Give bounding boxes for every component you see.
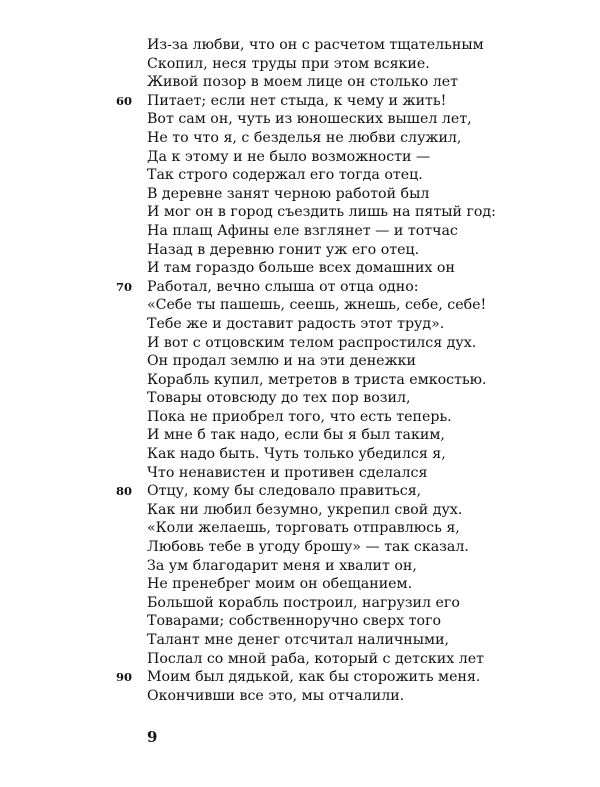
verse-text: Питает; если нет стыда, к чему и жить! [147,92,447,109]
poem-line [0,612,600,631]
poem-line [0,185,600,204]
poem-line [0,352,600,371]
verse-text: Любовь тебе в угоду брошу» — так сказал. [147,539,469,556]
verse-text: Да к этому и не было возможности — [147,148,431,165]
verse-text: Послал со мной раба, который с детских лет [147,650,485,667]
verse-text: Пока не приобрел того, что есть теперь. [147,408,452,425]
verse-text: Корабль купил, метретов в триста емкостью. [147,371,487,388]
poem-line [0,166,600,185]
poem-line [0,482,600,501]
poem-line [0,36,600,55]
verse-text: Не пренебрег моим он обещанием. [147,576,413,593]
verse-text: «Себе ты пашешь, сеешь, жнешь, себе, себе! [147,297,487,314]
verse-text: Не то что я, с безделья не любви служил, [147,129,462,146]
page-number: 9 [147,728,158,746]
poem-line [0,371,600,390]
verse-text: Скопил, неся труды при этом всякие. [147,55,430,72]
verse-text: Окончивши все это, мы отчалили. [147,687,405,704]
verse-text: Как надо быть. Чуть только убедился я, [147,446,446,463]
poem-text [0,36,600,705]
poem-line [0,501,600,520]
verse-text: Так строго содержал его тогда отец. [147,167,423,184]
verse-text: И мне б так надо, если бы я был таким, [147,427,445,444]
verse-text: Из-за любви, что он с расчетом тщательным [147,37,484,53]
verse-text: В деревне занят черною работой был [147,185,430,202]
poem-line [0,92,600,111]
verse-text: И мог он в город съездить лишь на пятый год: [147,204,496,221]
verse-text: Работал, вечно слыша от отца одно: [147,278,419,295]
poem-line [0,426,600,445]
verse-text: На плащ Афины еле взглянет — и тотчас [147,222,458,239]
poem-line [0,650,600,669]
poem-line [0,241,600,260]
poem-line [0,73,600,92]
verse-text: Что ненавистен и противен сделался [147,464,428,481]
verse-text: Как ни любил безумно, укрепил свой дух. [147,501,463,518]
verse-text: И там гораздо больше всех домашних он [147,260,455,277]
line-number: 90 [116,670,133,685]
poem-line [0,557,600,576]
poem-line [0,408,600,427]
poem-line [0,631,600,650]
poem-line [0,575,600,594]
verse-text: Большой корабль построил, нагрузил его [147,594,460,611]
line-number: 70 [116,279,133,294]
poem-line [0,687,600,706]
poem-line [0,203,600,222]
poem-line [0,148,600,167]
verse-text: Товары отовсюду до тех пор возил, [147,390,411,407]
poem-line [0,519,600,538]
poem-line [0,668,600,687]
poem-line [0,129,600,148]
verse-text: Назад в деревню гонит уж его отец. [147,241,420,258]
verse-text: «Коли желаешь, торговать отправлюсь я, [147,520,460,537]
poem-line [0,222,600,241]
poem-line [0,110,600,129]
poem-line [0,594,600,613]
verse-text: Вот сам он, чуть из юношеских вышел лет, [147,111,472,128]
poem-line [0,315,600,334]
poem-line [0,259,600,278]
verse-text: За ум благодарит меня и хвалит он, [147,557,417,574]
poem-line [0,464,600,483]
poem-line [0,538,600,557]
verse-text: И вот с отцовским телом распростился дух. [147,334,477,351]
verse-text: Он продал землю и на эти денежки [147,353,416,370]
verse-text: Живой позор в моем лице он столько лет [147,74,459,91]
line-number: 60 [116,93,133,108]
verse-text: Тебе же и доставит радость этот труд». [147,315,445,332]
poem-line [0,334,600,353]
poem-line [0,55,600,74]
verse-text: Моим был дядькой, как бы сторожить меня. [147,669,481,686]
poem-line [0,296,600,315]
verse-text: Отцу, кому бы следовало правиться, [147,483,422,500]
verse-text: Товарами; собственноручно сверх того [147,613,442,630]
poem-line [0,278,600,297]
poem-line [0,389,600,408]
poem-line [0,445,600,464]
verse-text: Талант мне денег отсчитал наличными, [147,632,450,648]
line-number: 80 [116,484,133,499]
